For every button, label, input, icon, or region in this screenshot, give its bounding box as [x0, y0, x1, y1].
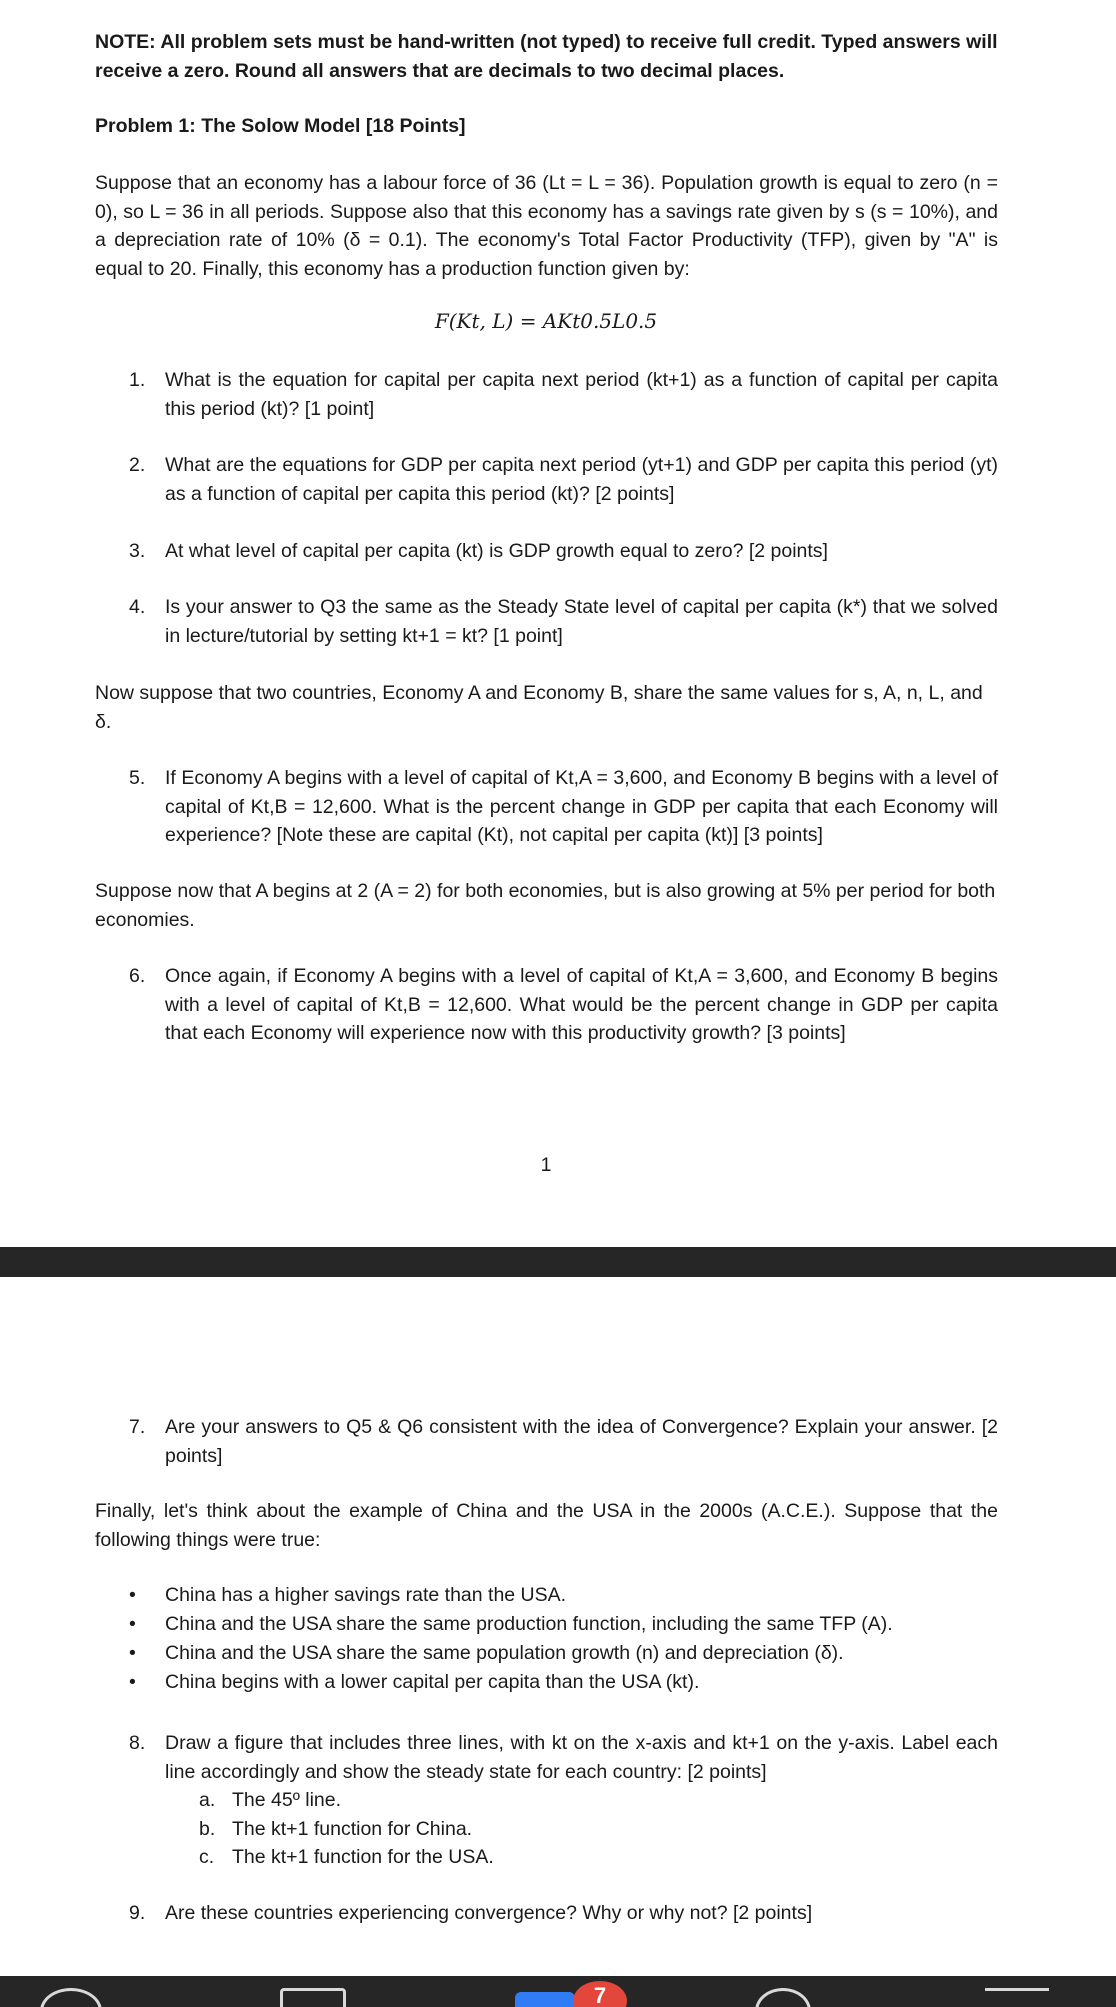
question-6	[95, 962, 998, 1048]
question-number: 9.	[129, 1902, 146, 1924]
china-paragraph: Finally, let's think about the example of China and the USA in the 2000s (A.C.E.). Suppose that the following things were true:	[95, 1500, 998, 1551]
sub-item-text: The kt+1 function for the USA.	[232, 1846, 494, 1868]
problem-title: Problem 1: The Solow Model [18 Points]	[95, 115, 466, 137]
question-number: 2.	[129, 454, 146, 476]
question-text: What is the equation for capital per capita next period (kt+1) as a function of capital per capita this period (kt)? [1 point]	[165, 369, 998, 420]
sub-item-a	[199, 1786, 998, 1815]
sub-item-text: The kt+1 function for China.	[232, 1817, 473, 1840]
sub-item-letter: b.	[199, 1817, 216, 1840]
question-number: 8.	[129, 1732, 146, 1754]
bullet-icon: •	[129, 1642, 136, 1664]
question-2	[95, 451, 998, 508]
bullet-icon: •	[129, 1613, 136, 1635]
list-item-text: China begins with a lower capital per capita than the USA (kt).	[165, 1671, 700, 1693]
note-text: NOTE: All problem sets must be hand-written (not typed) to receive full credit. Typed answers will receive a zero. Round all answers that are decimals to two decimal places.	[95, 31, 998, 82]
question-4	[95, 593, 998, 650]
production-function-equation: F(Kt, L) = AKt0.5L0.5	[434, 309, 658, 333]
list-item-text: China and the USA share the same production function, including the same TFP (A).	[165, 1613, 893, 1635]
page-divider	[0, 1247, 1116, 1277]
bullet-icon: •	[129, 1584, 136, 1606]
sub-item-letter: c.	[199, 1846, 215, 1868]
compass-icon[interactable]	[755, 1988, 811, 2007]
question-text: What are the equations for GDP per capita next period (yt+1) and GDP per capita this period (yt) as a function of capital per capita this period (kt)? [2 points]	[165, 454, 998, 505]
sub-item-c	[199, 1843, 998, 1872]
intro-paragraph: Suppose that an economy has a labour force of 36 (Lt = L = 36). Population growth is equal to zero (n = 0), so L = 36 in all periods. Suppose also that this economy has a savings rate given by s (s = 10%), and a depreciation rate of 10% (δ = 0.1). The economy's Total Factor Productivity (TFP), given by "A" is equal to 20. Finally, this economy has a production function given by:	[95, 172, 998, 280]
question-text: Once again, if Economy A begins with a level of capital of Kt,A = 3,600, and Economy B begins with a level of capital of Kt,B = 12,600. What would be the percent change in GDP per capita that each Economy will experience now with this productivity growth? [3 points]	[165, 965, 998, 1044]
question-number: 1.	[129, 369, 146, 391]
question-text: Are your answers to Q5 & Q6 consistent with the idea of Convergence? Explain your answer. [2 points]	[165, 1416, 998, 1467]
question-9	[95, 1899, 998, 1928]
question-3	[95, 537, 998, 566]
sub-item-b	[199, 1815, 998, 1844]
question-7	[95, 1413, 998, 1470]
question-text: Draw a figure that includes three lines, with kt on the x-axis and kt+1 on the y-axis. Label each line accordingly and show the steady state for each country: [2 points]	[165, 1732, 998, 1783]
home-icon[interactable]	[40, 1988, 102, 2007]
assumptions-list	[95, 1581, 998, 1697]
list-item-text: China has a higher savings rate than the USA.	[165, 1584, 567, 1606]
two-countries-paragraph: Now suppose that two countries, Economy A and Economy B, share the same values for s, A, n, L, and δ.	[95, 682, 983, 733]
page-number: 1	[540, 1154, 552, 1176]
question-text: Is your answer to Q3 the same as the Steady State level of capital per capita (k*) that we solved in lecture/tutorial by setting kt+1 = kt? [1 point]	[165, 596, 998, 647]
question-number: 4.	[129, 596, 146, 618]
sub-item-letter: a.	[199, 1789, 216, 1811]
sub-item-text: The 45º line.	[232, 1789, 342, 1811]
list-item	[95, 1610, 998, 1639]
growth-paragraph: Suppose now that A begins at 2 (A = 2) for both economies, but is also growing at 5% per period for both economies.	[95, 880, 996, 931]
question-text: At what level of capital per capita (kt) is GDP growth equal to zero? [2 points]	[165, 540, 828, 562]
bottom-nav-bar	[0, 1976, 1116, 2007]
question-1	[95, 366, 998, 423]
briefcase-icon[interactable]	[515, 1992, 575, 2007]
question-8	[95, 1729, 998, 1872]
question-text: If Economy A begins with a level of capital of Kt,A = 3,600, and Economy B begins with a level of capital of Kt,B = 12,600. What is the percent change in GDP per capita that each Economy will experience? [Note these are capital (Kt), not capital per capita (kt)] [3 points]	[165, 767, 998, 846]
list-item	[95, 1668, 998, 1697]
calendar-icon[interactable]	[280, 1988, 346, 2007]
notification-badge: 7	[573, 1981, 627, 2007]
question-5	[95, 764, 998, 850]
question-number: 7.	[129, 1416, 146, 1438]
list-item-text: China and the USA share the same population growth (n) and depreciation (δ).	[165, 1642, 844, 1664]
question-number: 5.	[129, 767, 146, 789]
list-item	[95, 1581, 998, 1610]
menu-icon[interactable]	[985, 1988, 1049, 2007]
question-number: 6.	[129, 965, 146, 987]
bullet-icon: •	[129, 1671, 136, 1693]
question-number: 3.	[129, 540, 146, 562]
list-item	[95, 1639, 998, 1668]
question-text: Are these countries experiencing convergence? Why or why not? [2 points]	[165, 1902, 813, 1924]
